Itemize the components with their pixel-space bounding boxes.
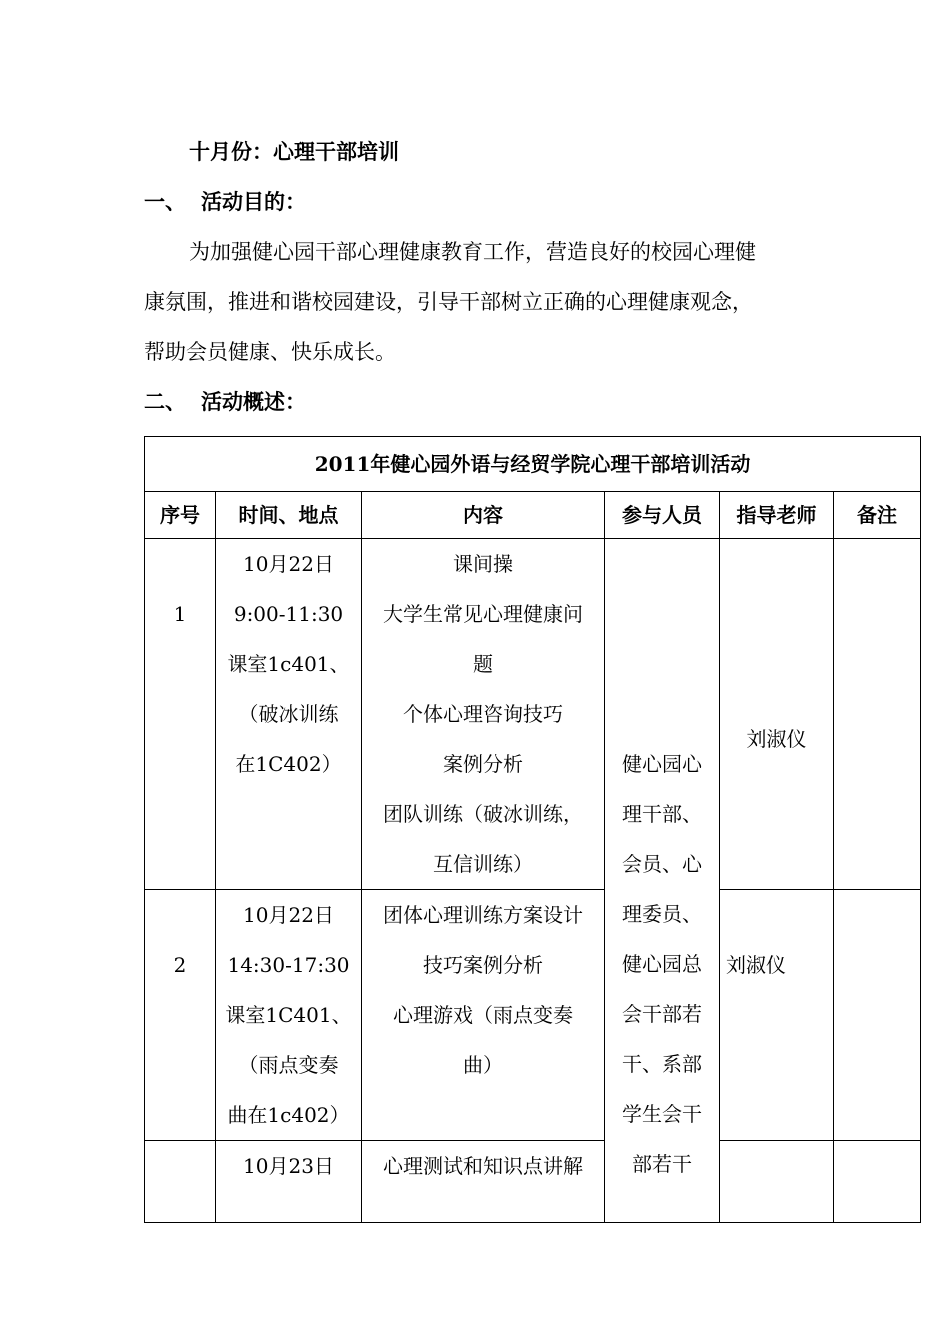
content-line: 大学生常见心理健康问 (383, 602, 583, 626)
row-instructor: 刘淑仪 (720, 539, 834, 890)
participants-line: 理干部、 (622, 802, 702, 826)
table-row (145, 1141, 921, 1223)
row-time-place (216, 890, 362, 1141)
content-line: 技巧案例分析 (423, 953, 543, 977)
content-line: 课间操 (453, 552, 513, 576)
time-line: 曲在1c402） (227, 1103, 350, 1127)
participants-line: 会干部若 (622, 1002, 702, 1026)
time-line: 10月23日 (243, 1154, 334, 1178)
table-row (145, 539, 921, 890)
activity-table (144, 436, 921, 1223)
participants-line: 部若干 (632, 1152, 692, 1176)
section-one-title: 活动目的： (201, 189, 306, 214)
content-line: 案例分析 (443, 752, 523, 776)
page-heading: 十月份：心理干部培训 (189, 139, 399, 164)
time-line: 10月22日 (243, 552, 334, 576)
time-line: 9:00-11:30 (233, 602, 344, 626)
row-notes (834, 1141, 921, 1223)
row-number (145, 1141, 216, 1223)
content-line: 团体心理训练方案设计 (383, 903, 583, 927)
header-number: 序号 (145, 492, 216, 539)
header-content: 内容 (362, 492, 605, 539)
row-instructor (720, 1141, 834, 1223)
table-title: 2011年健心园外语与经贸学院心理干部培训活动 (145, 437, 921, 492)
time-line: 课室1C401、 (225, 1003, 352, 1027)
participants-line: 干、系部 (622, 1052, 702, 1076)
row-content (362, 539, 605, 890)
purpose-line-1: 为加强健心园干部心理健康教育工作，营造良好的校园心理健 (189, 240, 756, 264)
participants-line: 会员、心 (622, 852, 702, 876)
table-row (145, 890, 921, 1141)
time-line: 14:30-17:30 (227, 953, 350, 977)
row-number: 2 (145, 890, 216, 1141)
participants-line: 学生会干 (622, 1102, 702, 1126)
purpose-line-3: 帮助会员健康、快乐成长。 (144, 340, 396, 364)
header-instructor: 指导老师 (720, 492, 834, 539)
content-line: 心理测试和知识点讲解 (383, 1154, 583, 1178)
header-participants: 参与人员 (605, 492, 720, 539)
row-time-place (216, 539, 362, 890)
content-line: 心理游戏（雨点变奏 (393, 1003, 573, 1027)
purpose-line-2: 康氛围，推进和谐校园建设，引导干部树立正确的心理健康观念， (144, 290, 753, 314)
participants-line: 健心园总 (622, 952, 702, 976)
row-notes (834, 890, 921, 1141)
section-two-number: 二、 (144, 389, 186, 414)
time-line: （破冰训练 (238, 702, 339, 726)
row-content (362, 1141, 605, 1223)
row-number: 1 (145, 539, 216, 890)
table-header-row (145, 492, 921, 539)
content-line: 个体心理咨询技巧 (403, 702, 563, 726)
header-notes: 备注 (834, 492, 921, 539)
time-line: 10月22日 (243, 903, 334, 927)
time-line: （雨点变奏 (238, 1053, 339, 1077)
content-line: 互信训练） (433, 852, 533, 876)
content-line: 题 (473, 652, 493, 676)
row-content (362, 890, 605, 1141)
participants-line: 健心园心 (622, 752, 702, 776)
time-line: 课室1c401、 (227, 652, 350, 676)
section-two-title: 活动概述： (201, 389, 306, 414)
section-one-number: 一、 (144, 189, 186, 214)
time-line: 在1C402） (235, 752, 342, 776)
participants-cell (605, 539, 720, 1223)
row-time-place (216, 1141, 362, 1223)
row-instructor: 刘淑仪 (720, 890, 834, 1141)
content-line: 团队训练（破冰训练， (383, 802, 583, 826)
header-time-place: 时间、地点 (216, 492, 362, 539)
participants-line: 理委员、 (622, 902, 702, 926)
content-line: 曲） (463, 1053, 503, 1077)
row-notes (834, 539, 921, 890)
